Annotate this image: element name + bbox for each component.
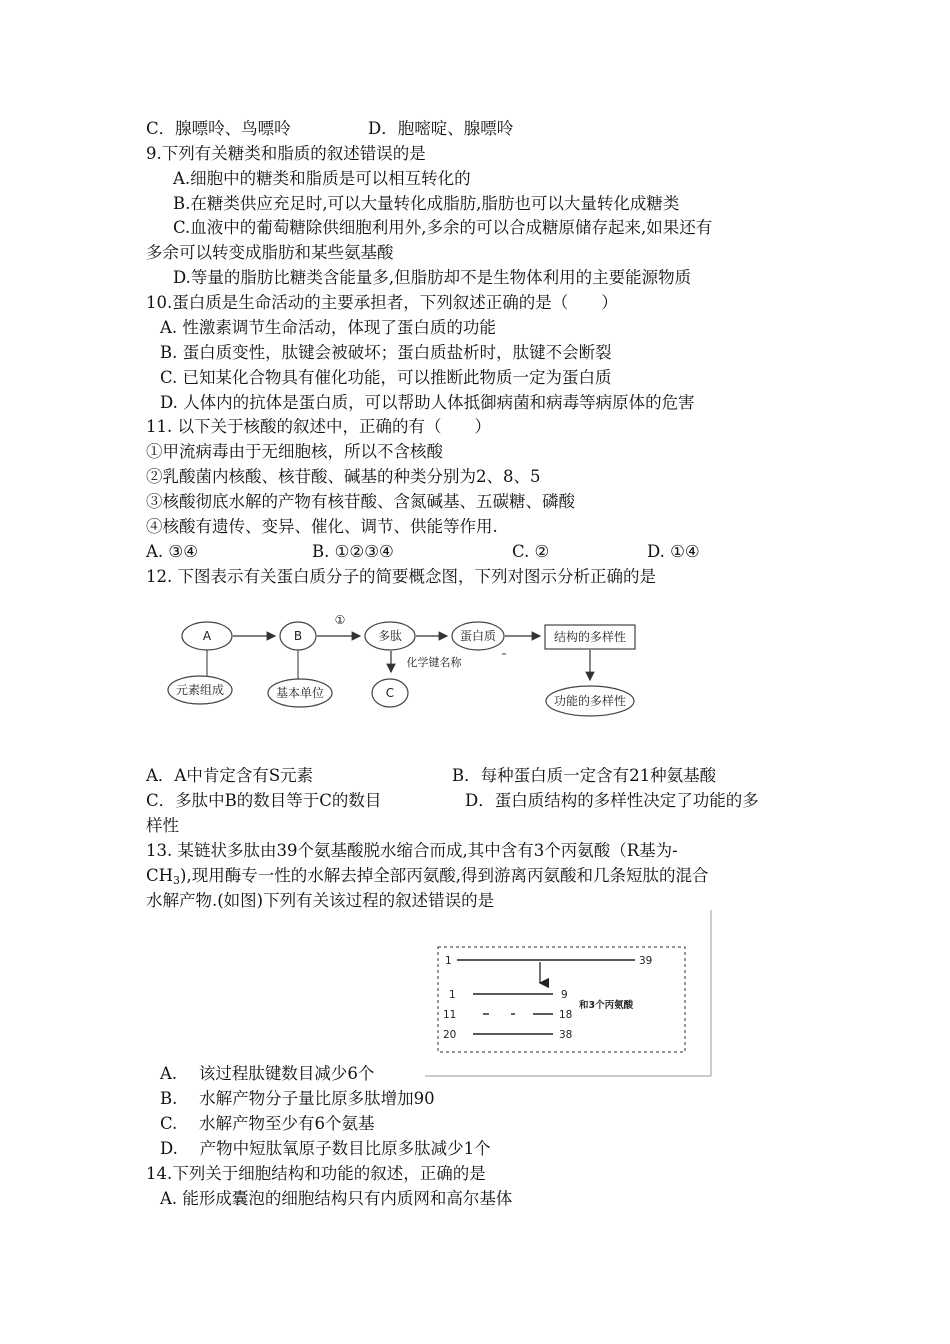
alanine-note: 和3个丙氨酸 bbox=[579, 1000, 634, 1011]
seg2-end: 18 bbox=[559, 1009, 573, 1021]
node-polypeptide-label: 多肽 bbox=[377, 629, 403, 643]
peptide-hydrolysis-diagram bbox=[425, 910, 715, 1080]
q13-stem-2-rest: ),现用酶专一性的水解去掉全部丙氨酸,得到游离丙氨酸和几条短肽的混合 bbox=[180, 866, 709, 885]
q11-item-2: ②乳酸菌内核酸、核苷酸、碱基的种类分别为2、8、5 bbox=[146, 467, 541, 486]
node-structure-label: 结构的多样性 bbox=[553, 630, 627, 644]
q9-option-c-cont: 多余可以转变成脂肪和某些氨基酸 bbox=[146, 243, 394, 262]
q8-option-c: C．腺嘌呤、鸟嘌呤 bbox=[146, 119, 291, 138]
seg3-end: 38 bbox=[559, 1029, 573, 1041]
q12-option-c: C．多肽中B的数目等于C的数目 bbox=[146, 791, 382, 810]
q8-option-d: D．胞嘧啶、腺嘌呤 bbox=[368, 119, 514, 138]
q14-stem: 14.下列关于细胞结构和功能的叙述，正确的是 bbox=[146, 1164, 486, 1183]
q10-option-c: C. 已知某化合物具有催化功能，可以推断此物质一定为蛋白质 bbox=[160, 368, 612, 387]
q11-item-4: ④核酸有遗传、变异、催化、调节、供能等作用. bbox=[146, 517, 498, 536]
q12-option-b: B．每种蛋白质一定含有21种氨基酸 bbox=[452, 766, 717, 785]
q12-option-a: A．A中肯定含有S元素 bbox=[146, 766, 314, 785]
q13-stem-3: 水解产物.(如图)下列有关该过程的叙述错误的是 bbox=[146, 891, 495, 910]
q12-stem: 12. 下图表示有关蛋白质分子的简要概念图，下列对图示分析正确的是 bbox=[146, 567, 656, 586]
q11-option-d: D. ①④ bbox=[647, 542, 700, 561]
q9-option-d: D.等量的脂肪比糖类含能量多,但脂肪却不是生物体利用的主要能源物质 bbox=[173, 268, 692, 287]
full-start: 1 bbox=[445, 955, 452, 967]
q10-option-a: A. 性激素调节生命活动，体现了蛋白质的功能 bbox=[160, 318, 496, 337]
q9-option-b: B.在糖类供应充足时,可以大量转化成脂肪,脂肪也可以大量转化成糖类 bbox=[173, 194, 680, 213]
q13-option-d: D. 产物中短肽氧原子数目比原多肽减少1个 bbox=[160, 1139, 491, 1158]
protein-concept-map bbox=[160, 606, 650, 726]
q13-option-a: A. 该过程肽键数目减少6个 bbox=[160, 1064, 375, 1083]
node-a-label: A bbox=[202, 629, 212, 643]
seg3-start: 20 bbox=[443, 1029, 457, 1041]
q12-option-d-cont: 样性 bbox=[146, 816, 179, 835]
q9-option-c: C.血液中的葡萄糖除供细胞利用外,多余的可以合成糖原储存起来,如果还有 bbox=[173, 218, 713, 237]
q11-option-a: A. ③④ bbox=[146, 542, 198, 561]
ch-text: CH bbox=[146, 866, 174, 885]
seg2-start: 11 bbox=[443, 1009, 457, 1021]
node-unit-label: 基本单位 bbox=[275, 686, 325, 700]
node-elements-label: 元素组成 bbox=[175, 683, 225, 697]
node-protein-label: 蛋白质 bbox=[459, 629, 497, 643]
q9-option-a: A.细胞中的糖类和脂质是可以相互转化的 bbox=[173, 169, 471, 188]
q10-option-b: B. 蛋白质变性，肽键会被破坏；蛋白质盐析时，肽键不会断裂 bbox=[160, 343, 612, 362]
node-function-label: 功能的多样性 bbox=[553, 694, 627, 708]
q10-option-d: D. 人体内的抗体是蛋白质，可以帮助人体抵御病菌和病毒等病原体的危害 bbox=[160, 393, 695, 412]
q11-option-b: B. ①②③④ bbox=[312, 542, 394, 561]
q13-option-c: C. 水解产物至少有6个氨基 bbox=[160, 1114, 375, 1133]
seg1-start: 1 bbox=[449, 989, 456, 1001]
q10-stem: 10.蛋白质是生命活动的主要承担者，下列叙述正确的是（ ） bbox=[146, 293, 618, 312]
q11-item-3: ③核酸彻底水解的产物有核苷酸、含氮碱基、五碳糖、磷酸 bbox=[146, 492, 575, 511]
node-c-label: C bbox=[385, 686, 395, 700]
q11-option-c: C. ② bbox=[512, 542, 550, 561]
q14-option-a: A. 能形成囊泡的细胞结构只有内质网和高尔基体 bbox=[160, 1189, 513, 1208]
q11-stem: 11. 以下关于核酸的叙述中，正确的有（ ） bbox=[146, 417, 491, 436]
seg1-end: 9 bbox=[561, 989, 568, 1001]
node-b-label: B bbox=[293, 629, 303, 643]
q13-stem-1: 13. 某链状多肽由39个氨基酸脱水缩合而成,其中含有3个丙氨酸（R基为- bbox=[146, 841, 678, 860]
q11-item-1: ①甲流病毒由于无细胞核，所以不含核酸 bbox=[146, 442, 443, 461]
bond-name-label: 化学键名称 bbox=[406, 656, 462, 669]
ch-subscript: 3 bbox=[173, 874, 181, 887]
full-end: 39 bbox=[639, 955, 653, 967]
q13-option-b: B. 水解产物分子量比原多肽增加90 bbox=[160, 1089, 435, 1108]
q12-option-d: D．蛋白质结构的多样性决定了功能的多 bbox=[465, 791, 759, 810]
step-one-label: ① bbox=[334, 613, 346, 627]
q9-stem: 9.下列有关糖类和脂质的叙述错误的是 bbox=[146, 144, 426, 163]
